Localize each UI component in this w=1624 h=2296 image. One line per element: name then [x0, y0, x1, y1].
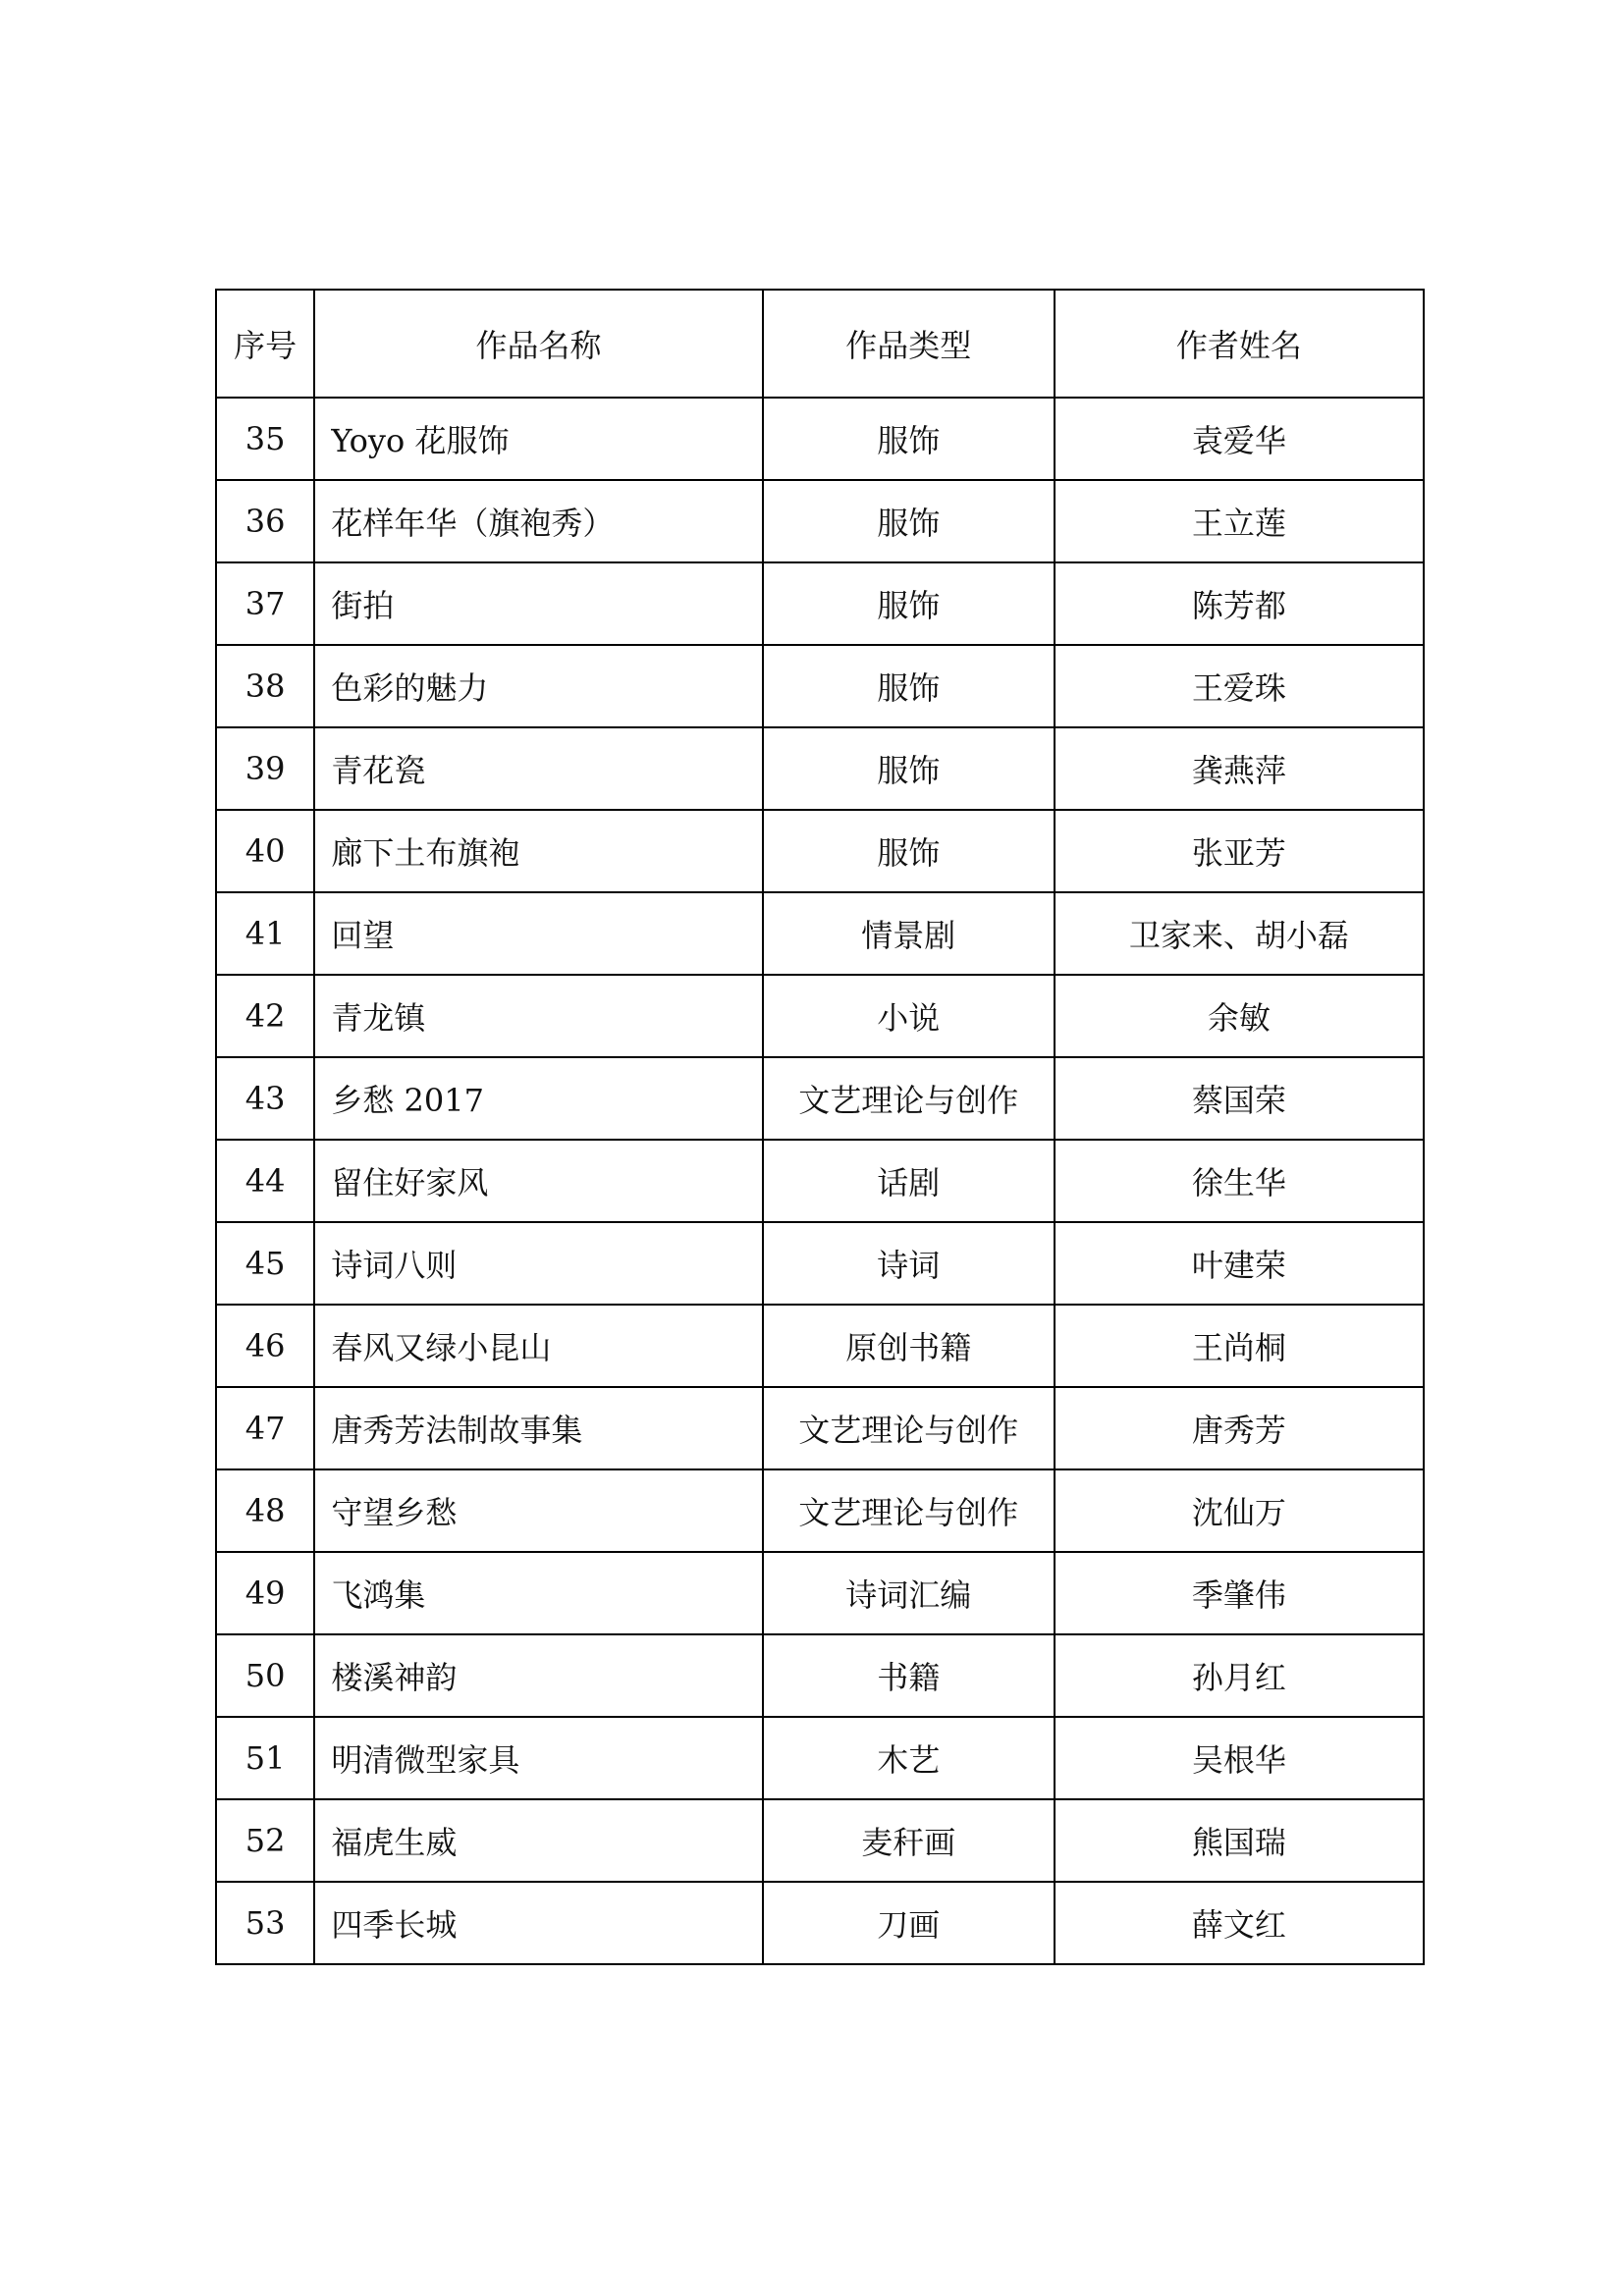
- cell-work-name: 福虎生威: [314, 1799, 762, 1882]
- cell-work-type: 原创书籍: [763, 1305, 1055, 1387]
- cell-serial-number: 52: [216, 1799, 314, 1882]
- cell-author-name: 龚燕萍: [1055, 727, 1424, 810]
- cell-author-name: 蔡国荣: [1055, 1057, 1424, 1140]
- table-row: [216, 1469, 1424, 1552]
- header-row: [216, 290, 1424, 398]
- cell-work-type: 服饰: [763, 480, 1055, 562]
- table-row: [216, 645, 1424, 727]
- cell-work-type: 服饰: [763, 810, 1055, 892]
- cell-work-type: 文艺理论与创作: [763, 1469, 1055, 1552]
- cell-work-type: 话剧: [763, 1140, 1055, 1222]
- cell-work-name: 回望: [314, 892, 762, 975]
- table-row: [216, 1305, 1424, 1387]
- table-row: [216, 562, 1424, 645]
- cell-serial-number: 46: [216, 1305, 314, 1387]
- cell-work-type: 木艺: [763, 1717, 1055, 1799]
- cell-work-name: 四季长城: [314, 1882, 762, 1964]
- table-row: [216, 727, 1424, 810]
- table-row: [216, 1799, 1424, 1882]
- cell-author-name: 季肇伟: [1055, 1552, 1424, 1634]
- cell-work-type: 诗词汇编: [763, 1552, 1055, 1634]
- cell-author-name: 孙月红: [1055, 1634, 1424, 1717]
- cell-work-name: 色彩的魅力: [314, 645, 762, 727]
- cell-work-name: 街拍: [314, 562, 762, 645]
- cell-work-type: 情景剧: [763, 892, 1055, 975]
- cell-work-type: 服饰: [763, 645, 1055, 727]
- cell-serial-number: 53: [216, 1882, 314, 1964]
- table-row: [216, 1222, 1424, 1305]
- cell-author-name: 沈仙万: [1055, 1469, 1424, 1552]
- table-row: [216, 1387, 1424, 1469]
- cell-author-name: 余敏: [1055, 975, 1424, 1057]
- cell-author-name: 王尚桐: [1055, 1305, 1424, 1387]
- table-row: [216, 1882, 1424, 1964]
- table-header: [216, 290, 1424, 398]
- cell-work-type: 文艺理论与创作: [763, 1057, 1055, 1140]
- cell-serial-number: 47: [216, 1387, 314, 1469]
- cell-serial-number: 42: [216, 975, 314, 1057]
- cell-serial-number: 36: [216, 480, 314, 562]
- cell-serial-number: 39: [216, 727, 314, 810]
- cell-author-name: 王立莲: [1055, 480, 1424, 562]
- header-work-name: 作品名称: [314, 290, 762, 398]
- cell-author-name: 唐秀芳: [1055, 1387, 1424, 1469]
- cell-author-name: 卫家来、胡小磊: [1055, 892, 1424, 975]
- table-row: [216, 1057, 1424, 1140]
- cell-work-type: 书籍: [763, 1634, 1055, 1717]
- cell-work-name: 春风又绿小昆山: [314, 1305, 762, 1387]
- cell-work-name: 青龙镇: [314, 975, 762, 1057]
- cell-work-name: 飞鸿集: [314, 1552, 762, 1634]
- cell-work-type: 诗词: [763, 1222, 1055, 1305]
- header-author-name: 作者姓名: [1055, 290, 1424, 398]
- cell-serial-number: 43: [216, 1057, 314, 1140]
- table-row: [216, 892, 1424, 975]
- cell-serial-number: 37: [216, 562, 314, 645]
- cell-serial-number: 48: [216, 1469, 314, 1552]
- cell-work-name: Yoyo 花服饰: [314, 398, 762, 480]
- cell-work-name: 明清微型家具: [314, 1717, 762, 1799]
- cell-author-name: 熊国瑞: [1055, 1799, 1424, 1882]
- cell-author-name: 吴根华: [1055, 1717, 1424, 1799]
- cell-work-name: 守望乡愁: [314, 1469, 762, 1552]
- cell-work-name: 诗词八则: [314, 1222, 762, 1305]
- cell-author-name: 王爱珠: [1055, 645, 1424, 727]
- table-body: [216, 398, 1424, 1964]
- table-row: [216, 1717, 1424, 1799]
- cell-work-name: 花样年华（旗袍秀）: [314, 480, 762, 562]
- cell-work-name: 楼溪神韵: [314, 1634, 762, 1717]
- table-row: [216, 1140, 1424, 1222]
- cell-work-type: 麦秆画: [763, 1799, 1055, 1882]
- cell-serial-number: 41: [216, 892, 314, 975]
- cell-work-name: 廊下土布旗袍: [314, 810, 762, 892]
- cell-serial-number: 35: [216, 398, 314, 480]
- works-table: [215, 289, 1425, 1965]
- cell-work-name: 青花瓷: [314, 727, 762, 810]
- cell-serial-number: 51: [216, 1717, 314, 1799]
- cell-work-name: 乡愁 2017: [314, 1057, 762, 1140]
- table-row: [216, 398, 1424, 480]
- header-work-type: 作品类型: [763, 290, 1055, 398]
- table-row: [216, 1552, 1424, 1634]
- cell-author-name: 张亚芳: [1055, 810, 1424, 892]
- cell-author-name: 陈芳都: [1055, 562, 1424, 645]
- table-row: [216, 975, 1424, 1057]
- cell-author-name: 叶建荣: [1055, 1222, 1424, 1305]
- cell-author-name: 袁爱华: [1055, 398, 1424, 480]
- cell-serial-number: 45: [216, 1222, 314, 1305]
- header-serial-number: 序号: [216, 290, 314, 398]
- cell-work-type: 服饰: [763, 562, 1055, 645]
- cell-author-name: 徐生华: [1055, 1140, 1424, 1222]
- table-row: [216, 1634, 1424, 1717]
- table-row: [216, 810, 1424, 892]
- cell-serial-number: 49: [216, 1552, 314, 1634]
- cell-work-name: 唐秀芳法制故事集: [314, 1387, 762, 1469]
- cell-work-type: 小说: [763, 975, 1055, 1057]
- cell-work-type: 服饰: [763, 398, 1055, 480]
- cell-work-type: 文艺理论与创作: [763, 1387, 1055, 1469]
- table-row: [216, 480, 1424, 562]
- cell-serial-number: 38: [216, 645, 314, 727]
- cell-author-name: 薛文红: [1055, 1882, 1424, 1964]
- cell-work-type: 服饰: [763, 727, 1055, 810]
- cell-work-type: 刀画: [763, 1882, 1055, 1964]
- cell-serial-number: 50: [216, 1634, 314, 1717]
- cell-serial-number: 40: [216, 810, 314, 892]
- cell-work-name: 留住好家风: [314, 1140, 762, 1222]
- cell-serial-number: 44: [216, 1140, 314, 1222]
